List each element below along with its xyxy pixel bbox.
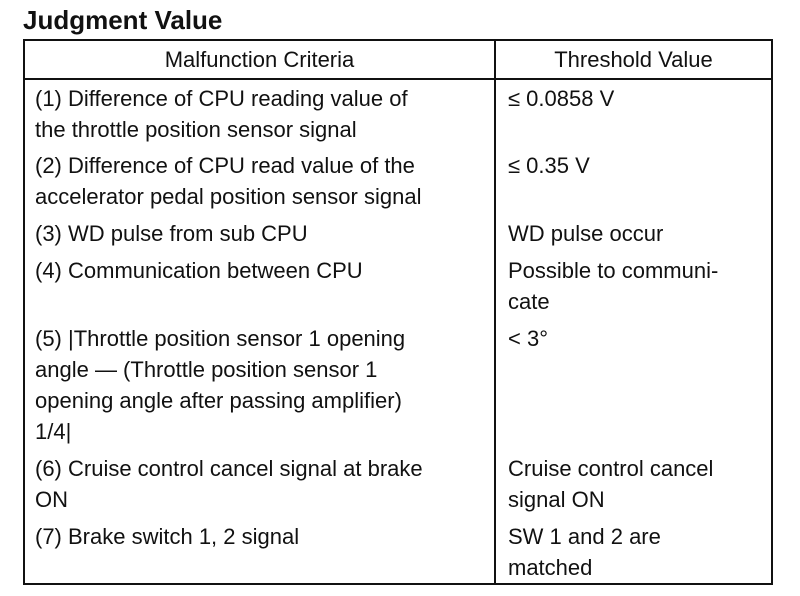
row-3-threshold-line-1: WD pulse occur xyxy=(508,221,664,246)
row-3-criteria xyxy=(35,218,490,249)
row-3-threshold xyxy=(508,218,770,249)
row-1-criteria xyxy=(35,83,490,145)
row-6-criteria-line-2: ON xyxy=(35,487,68,512)
row-5-criteria xyxy=(35,323,490,447)
header-divider xyxy=(23,78,773,80)
row-4-threshold-line-2: cate xyxy=(508,289,550,314)
page-title: Judgment Value xyxy=(23,5,223,35)
row-7-threshold xyxy=(508,521,770,583)
row-5-criteria-line-3: opening angle after passing amplifier) xyxy=(35,388,402,413)
row-6-threshold-line-1: Cruise control cancel xyxy=(508,456,714,481)
row-5-threshold xyxy=(508,323,770,354)
row-5-criteria-line-1: (5) |Throttle position sensor 1 opening xyxy=(35,326,406,351)
row-7-criteria-line-1: (7) Brake switch 1, 2 signal xyxy=(35,524,300,549)
row-3-criteria-line-1: (3) WD pulse from sub CPU xyxy=(35,221,308,246)
row-6-threshold-line-2: signal ON xyxy=(508,487,605,512)
row-2-criteria-line-2: accelerator pedal position sensor signal xyxy=(35,184,422,209)
row-1-criteria-line-2: the throttle position sensor signal xyxy=(35,117,357,142)
row-5-threshold-line-1: < 3° xyxy=(508,326,548,351)
row-2-criteria-line-1: (2) Difference of CPU read value of the xyxy=(35,153,415,178)
row-2-criteria xyxy=(35,150,490,212)
row-7-threshold-line-2: matched xyxy=(508,555,593,580)
row-1-threshold-line-1: ≤ 0.0858 V xyxy=(508,86,615,111)
row-2-threshold xyxy=(508,150,770,181)
row-6-criteria xyxy=(35,453,490,515)
row-1-threshold xyxy=(508,83,770,114)
row-6-criteria-line-1: (6) Cruise control cancel signal at brake xyxy=(35,456,423,481)
row-2-threshold-line-1: ≤ 0.35 V xyxy=(508,153,590,178)
row-4-criteria-line-1: (4) Communication between CPU xyxy=(35,258,363,283)
row-5-criteria-line-4: 1/4| xyxy=(35,419,72,444)
row-4-threshold xyxy=(508,255,770,317)
row-1-criteria-line-1: (1) Difference of CPU reading value of xyxy=(35,86,408,111)
header-malfunction-criteria: Malfunction Criteria xyxy=(164,47,355,72)
row-5-criteria-line-2: angle — (Throttle position sensor 1 xyxy=(35,357,378,382)
header-threshold-value: Threshold Value xyxy=(554,47,713,72)
row-4-threshold-line-1: Possible to communi- xyxy=(508,258,719,283)
row-7-criteria xyxy=(35,521,490,552)
row-6-threshold xyxy=(508,453,770,515)
column-divider xyxy=(494,39,496,585)
row-4-criteria xyxy=(35,255,490,286)
row-7-threshold-line-1: SW 1 and 2 are xyxy=(508,524,661,549)
